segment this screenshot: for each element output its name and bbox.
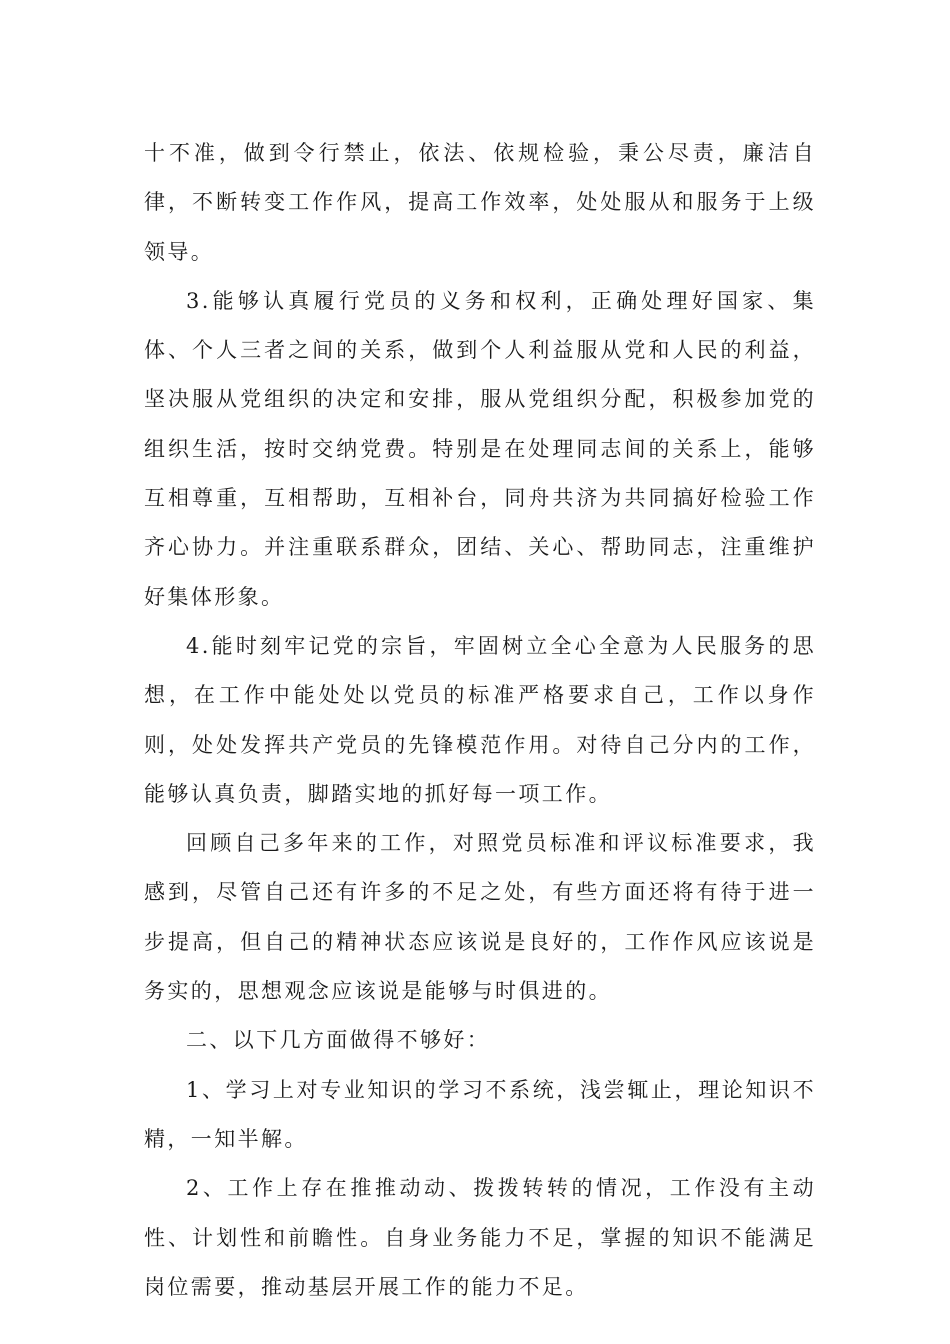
paragraph-point-4: 4.能时刻牢记党的宗旨，牢固树立全心全意为人民服务的思想，在工作中能处处以党员的标准严格要求自己，工作以身作则，处处发挥共产党员的先锋模范作用。对待自己分内的工作，能够认真负责，脚踏实地的抓好每一项工作。 <box>144 633 816 806</box>
document-body <box>144 129 816 1312</box>
paragraph-review: 回顾自己多年来的工作，对照党员标准和评议标准要求，我感到，尽管自己还有许多的不足之处，有些方面还将有待于进一步提高，但自己的精神状态应该说是良好的，工作作风应该说是务实的，思想观念应该说是能够与时俱进的。 <box>144 831 816 1004</box>
paragraph-continuation: 十不准，做到令行禁止，依法、依规检验，秉公尽责，廉洁自律，不断转变工作作风，提高工作效率，处处服从和服务于上级领导。 <box>144 141 816 264</box>
section-heading-shortcomings: 二、以下几方面做得不够好： <box>186 1028 491 1053</box>
paragraph-point-3: 3.能够认真履行党员的义务和权利，正确处理好国家、集体、个人三者之间的关系，做到个人利益服从党和人民的利益，坚决服从党组织的决定和安排，服从党组织分配，积极参加党的组织生活，按时交纳党费。特别是在处理同志间的关系上，能够互相尊重，互相帮助，互相补台，同舟共济为共同搞好检验工作齐心协力。并注重联系群众，团结、关心、帮助同志，注重维护好集体形象。 <box>144 288 816 609</box>
paragraph-shortcoming-1: 1、学习上对专业知识的学习不系统，浅尝辄止，理论知识不精，一知半解。 <box>144 1077 816 1151</box>
paragraph-shortcoming-2: 2、工作上存在推推动动、拨拨转转的情况，工作没有主动性、计划性和前瞻性。自身业务能力不足，掌握的知识不能满足岗位需要，推动基层开展工作的能力不足。 <box>144 1176 816 1299</box>
